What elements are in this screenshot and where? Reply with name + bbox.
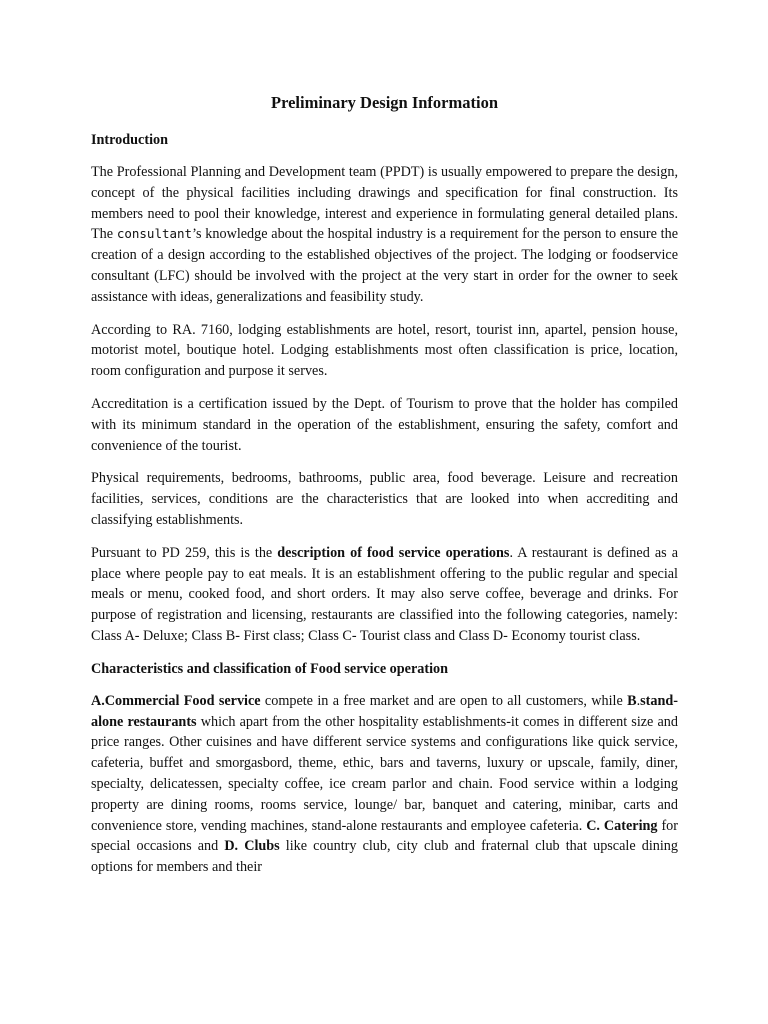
bold-phrase: C. Catering [586,817,658,834]
document-page [91,90,678,890]
paragraph-text: compete in a free market and are open to all customers, while [260,692,628,709]
paragraph-text: for special occasions and [91,817,679,855]
bold-phrase: A.Commercial Food service [91,692,261,709]
paragraph-text: ’s knowledge about the hospital industry is a requirement for the person to ensure the creation of a design according to the established objectives of the project. The lodging or foodservice consultant (LFC) should be involved with the project at the very start in order for the owner to seek assistance with ideas, generalizations and feasibility study. [91,226,678,305]
paragraph-classification [91,691,678,878]
paragraph-text: which apart from the other hospitality establishments-it comes in different size and price ranges. Other cuisines and have different service systems and configurations like quick service, cafeteria, buffet and smorgasbord, theme, ethic, bars and taverns, luxury or upscale, family, diner, specialty, delicatessen, specialty coffee, ice cream parlor and chain. Food service within a lodging property are dining rooms, rooms service, lounge/ bar, banquet and catering, minibar, carts and convenience store, vending machines, stand-alone restaurants and employee cafeteria. [91,713,678,834]
bold-phrase: D. Clubs [224,838,280,855]
intro-heading: Introduction [91,132,168,148]
paragraph-text: Pursuant to PD 259, this is the [91,544,278,561]
paragraph-accreditation: Accreditation is a certification issued by the Dept. of Tourism to prove that the holder has compiled with its minimum standard in the operation of the establishment, ensuring the safety, comfort and convenience of the tourist. [91,395,678,454]
paragraph-ppdt [91,162,678,308]
paragraph-text: like country club, city club and fraternal club that upscale dining options for members and their [91,838,678,876]
paragraph-physical-requirements: Physical requirements, bedrooms, bathrooms, public area, food beverage. Leisure and recreation facilities, services, conditions are the characteristics that are looked into when accrediting and classifying establishments. [91,470,678,528]
section-heading: Characteristics and classification of Food service operation [91,660,448,677]
paragraph-lodging: According to RA. 7160, lodging establishments are hotel, resort, tourist inn, apartel, pension house, motorist motel, boutique hotel. Lodging establishments most often classification is price, location, room configuration and purpose it serves. [91,321,678,380]
consultant-word: consultant [116,226,193,242]
bold-phrase: B [627,692,637,709]
paragraph-text: . [636,692,641,709]
document-title: Preliminary Design Information [270,93,498,112]
bold-phrase: description of food service operations [277,544,510,561]
paragraph-text: The Professional Planning and Development team (PPDT) is usually empowered to prepare the design, concept of the physical facilities including drawings and specification for final construction. Its members need to pool their knowledge, interest and experience in formulating general detailed plans. The [91,164,678,243]
paragraph-food-service [91,543,678,647]
bold-phrase: stand-alone restaurants [91,692,679,730]
paragraph-text: . A restaurant is defined as a place where people pay to eat meals. It is an establishment offering to the public regular and special meals or menu, cooked food, and short orders. It may also serve coffee, beverage and drinks. For purpose of registration and licensing, restaurants are classified into the following categories, namely: Class A- Deluxe; Class B- First class; Class C- Tourist class and Class D- Economy tourist class. [91,544,679,644]
